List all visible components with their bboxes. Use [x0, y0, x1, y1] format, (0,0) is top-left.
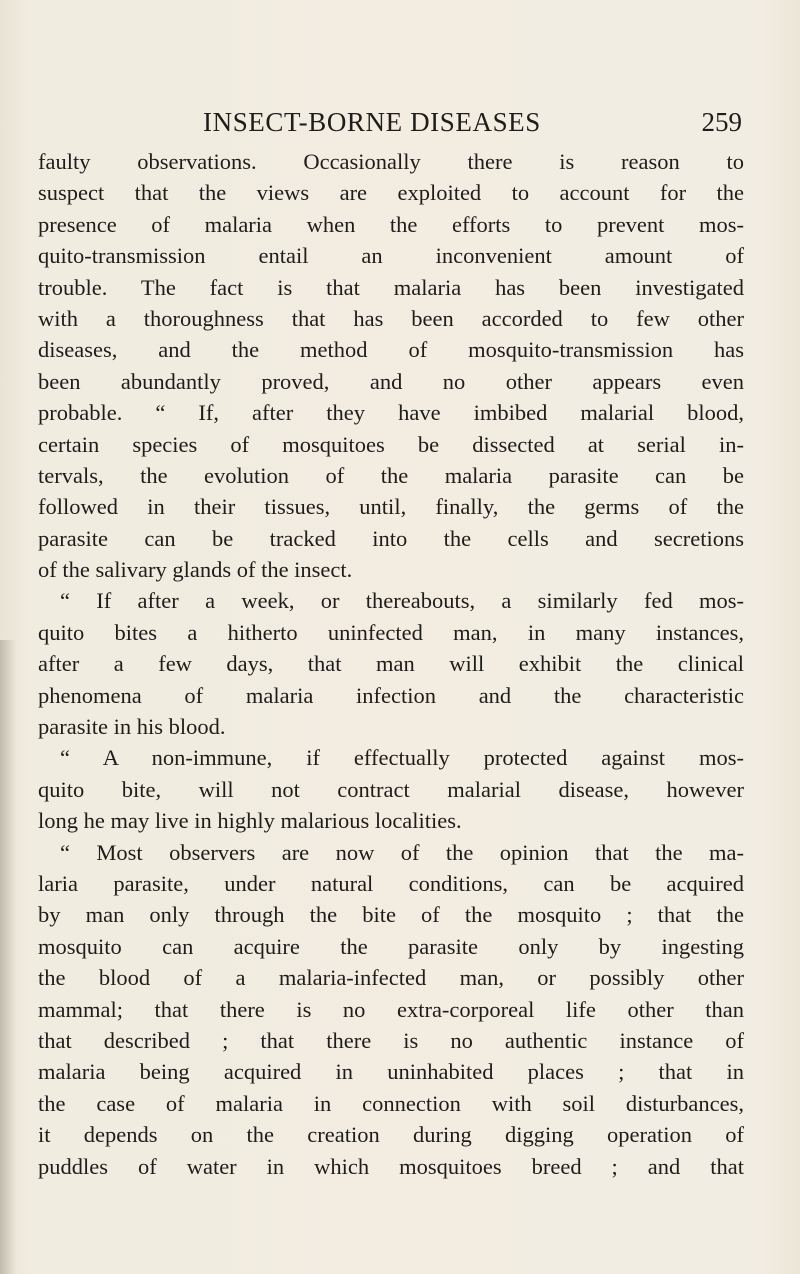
text-line: “ Most observers are now of the opinion that the ma- — [60, 839, 744, 865]
text-line: laria parasite, under natural conditions, can be acquired — [38, 870, 744, 896]
text-line: quito bite, will not contract malarial disease, however — [38, 776, 744, 802]
text-line: been abundantly proved, and no other appears even — [38, 368, 744, 394]
text-line: that described ; that there is no authentic instance of — [38, 1027, 744, 1053]
text-line: “ A non-immune, if effectually protected against mos- — [60, 745, 744, 771]
text-line: the case of malaria in connection with soil disturbances, — [38, 1090, 744, 1116]
running-title: INSECT-BORNE DISEASES — [203, 107, 541, 137]
text-line: long he may live in highly malarious localities. — [38, 808, 462, 834]
text-line: phenomena of malaria infection and the characteristic — [38, 682, 744, 708]
text-line: presence of malaria when the efforts to prevent mos- — [38, 211, 744, 237]
text-line: “ If after a week, or thereabouts, a similarly fed mos- — [60, 588, 744, 614]
text-line: mammal; that there is no extra-corporeal life other than — [38, 996, 744, 1022]
text-line: after a few days, that man will exhibit the clinical — [38, 651, 744, 677]
text-line: diseases, and the method of mosquito-transmission has — [38, 337, 744, 363]
text-line: it depends on the creation during digging operation of — [38, 1122, 744, 1148]
running-head — [0, 102, 800, 142]
text-line: quito bites a hitherto uninfected man, in many instances, — [38, 619, 744, 645]
text-line: followed in their tissues, until, finally, the germs of the — [38, 494, 744, 520]
text-line: trouble. The fact is that malaria has been investigated — [38, 274, 744, 300]
text-line: parasite in his blood. — [38, 714, 226, 740]
page-number: 259 — [701, 107, 742, 137]
text-line: by man only through the bite of the mosquito ; that the — [38, 902, 744, 928]
text-line: the blood of a malaria-infected man, or possibly other — [38, 965, 744, 991]
page-edge-shadow — [0, 640, 16, 1274]
text-line: probable. “ If, after they have imbibed malarial blood, — [38, 400, 744, 426]
text-line: parasite can be tracked into the cells and secretions — [38, 525, 744, 551]
text-line: suspect that the views are exploited to account for the — [38, 180, 744, 206]
text-line: tervals, the evolution of the malaria parasite can be — [38, 462, 744, 488]
body-text — [38, 146, 744, 1182]
text-line: faulty observations. Occasionally there is reason to — [38, 149, 744, 174]
text-line: quito-transmission entail an inconvenient amount of — [38, 243, 744, 269]
text-line: malaria being acquired in uninhabited places ; that in — [38, 1059, 744, 1085]
text-line: mosquito can acquire the parasite only by ingesting — [38, 933, 744, 959]
text-line: of the salivary glands of the insect. — [38, 557, 353, 583]
text-line: puddles of water in which mosquitoes breed ; and that — [38, 1153, 744, 1179]
text-line: certain species of mosquitoes be dissected at serial in- — [38, 431, 744, 457]
text-line: with a thoroughness that has been accorded to few other — [38, 305, 744, 331]
